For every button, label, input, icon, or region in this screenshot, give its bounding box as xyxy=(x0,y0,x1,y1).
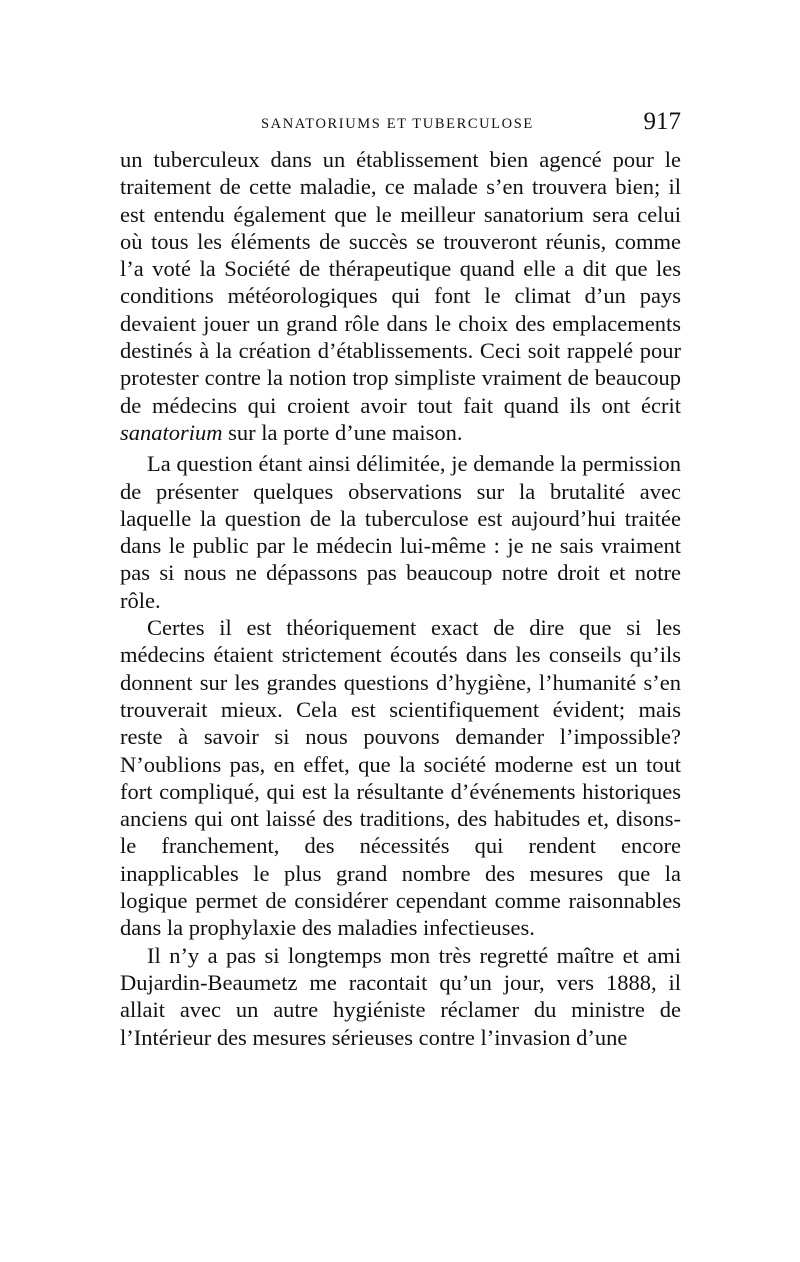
page-number: 917 xyxy=(643,108,681,135)
running-header xyxy=(120,108,681,142)
sanatorium-italic: sanatorium xyxy=(120,419,223,445)
paragraph-1-part-1: un tuberculeux dans un établissement bien agencé pour le traitement de cette maladie, ce malade s’en trouvera bien; il est entendu également que le meilleur sanatorium sera celui où tous les éléments de succès se trouveront réunis, comme l’a voté la Société de thérapeutique quand elle a dit que les conditions météorologiques qui font le climat d’un pays devaient jouer un grand rôle dans le choix des emplacements destinés à la création d’établissements. Ceci soit rappelé pour protester contre la notion trop simpliste vraiment de beaucoup de médecins qui croient avoir tout fait quand ils ont écrit xyxy=(120,147,681,418)
running-title: SANATORIUMS ET TUBERCULOSE xyxy=(261,116,534,132)
paragraph-1-part-2: sur la porte d’une maison. xyxy=(228,419,463,445)
paragraph-1 xyxy=(120,146,681,446)
paragraph-2: La question étant ainsi délimitée, je demande la permission de présenter quelques observations sur la brutalité avec laquelle la question de la tuberculose est aujourd’hui traitée dans le public par le médecin lui-même : je ne sais vraiment pas si nous ne dépassons pas beaucoup notre droit et notre rôle. xyxy=(120,451,681,613)
paragraph-4: Il n’y a pas si longtemps mon très regretté maître et ami Dujardin-Beaumetz me racontait qu’un jour, vers 1888, il allait avec un autre hygiéniste réclamer du ministre de l’Intérieur des mesures sérieuses contre l’invasion d’une xyxy=(120,942,681,1050)
body-text xyxy=(120,146,681,1051)
paragraph-3: Certes il est théoriquement exact de dire que si les médecins étaient strictement écoutés dans les conseils qu’ils donnent sur les grandes questions d’hygiène, l’humanité s’en trouverait mieux. Cela est scientifiquement évident; mais reste à savoir si nous pouvons demander l’impossible? N’oublions pas, en effet, que la société moderne est un tout fort compliqué, qui est la résultante d’événements historiques anciens qui ont laissé des traditions, des habitudes et, disons-le franchement, des nécessités qui rendent encore inapplicables le plus grand nombre des mesures que la logique permet de considérer cependant comme raisonnables dans la prophylaxie des maladies infectieuses. xyxy=(120,615,681,941)
